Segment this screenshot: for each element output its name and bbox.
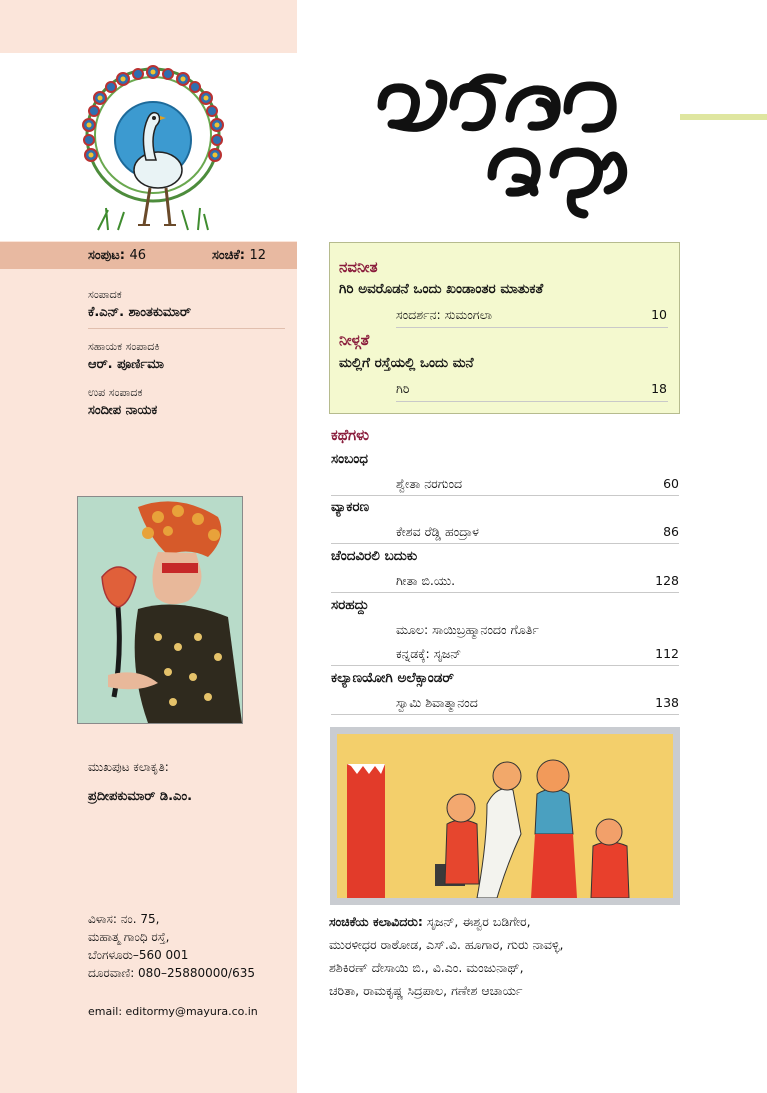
sub-editor-block [88, 386, 157, 418]
story-title[interactable]: ವ್ಯಾಕರಣ [331, 499, 370, 515]
sub-editor-role: ಉಪ ಸಂಪಾದಕ [88, 386, 143, 399]
accent-line [680, 114, 767, 120]
story-author: ಮೂಲ: ಸಾಯಿಬ್ರಹ್ಮಾನಂದಂ ಗೊರ್ತಿ [396, 622, 539, 637]
neelgate-author: ಗಿರಿ [396, 381, 410, 396]
story-title[interactable]: ಸರಹದ್ದು [331, 597, 369, 613]
navaneeta-title[interactable]: ಗಿರಿ ಅವರೊಡನೆ ಒಂದು ಖಂಡಾಂತರ ಮಾತುಕತೆ [339, 281, 544, 297]
story-page: 138 [655, 695, 679, 710]
story-rule [331, 665, 679, 666]
volume-number: 46 [129, 248, 147, 263]
story-title[interactable]: ಕಲ್ಯಾಣಯೋಗಿ ಅಲೆಕ್ಸಾಂಡರ್ [331, 670, 454, 686]
cover-credit-name: ಪ್ರದೀಪಕುಮಾರ್ ಡಿ.ಎಂ. [88, 789, 193, 804]
navaneeta-rule [396, 327, 668, 328]
issue-bar [0, 242, 297, 269]
volume-label: ಸಂಪುಟ: [88, 248, 125, 263]
issue-number: 12 [249, 248, 267, 263]
story-illustration-art [337, 734, 673, 898]
story-rule [331, 543, 679, 544]
artists-line-4: ಚರಿತಾ, ರಾಮಕೃಷ್ಣ ಸಿದ್ರಪಾಲ, ಗಣೇಶ ಆಚಾರ್ಯ [329, 983, 523, 998]
navaneeta-page: 10 [651, 307, 667, 322]
story-author: ಗೀತಾ ಬಿ.ಯು. [396, 573, 456, 588]
story-rule [331, 714, 679, 715]
story-page: 128 [655, 573, 679, 588]
cover-artwork [77, 496, 243, 724]
neelgate-page: 18 [651, 381, 667, 396]
assistant-editor-role: ಸಹಾಯಕ ಸಂಪಾದಕಿ [88, 340, 160, 353]
sub-editor-name: ಸಂದೀಪ ನಾಯಕ [88, 403, 158, 418]
navaneeta-author: ಸಂದರ್ಶನ: ಸುಮಂಗಲಾ [396, 307, 493, 322]
editor-block [88, 288, 191, 320]
address-line-3: ಬೆಂಗಳೂರು–560 001 [88, 948, 189, 962]
cover-artwork-illustration [78, 497, 242, 723]
cover-credit-label: ಮುಖಪುಟ ಕಲಾಕೃತಿ: [88, 760, 169, 774]
peacock-logo [78, 60, 228, 240]
volume-info [88, 248, 146, 263]
story-page: 60 [663, 476, 679, 491]
staff-divider [88, 328, 285, 329]
cover-credit [88, 760, 192, 804]
issue-artists [329, 910, 689, 1002]
magazine-title-logo [372, 66, 632, 226]
artists-line-1 [329, 910, 689, 933]
story-rule [331, 495, 679, 496]
issue-number-label: ಸಂಚಿಕೆ: [212, 248, 245, 263]
neelgate-title[interactable]: ಮಲ್ಲಿಗೆ ರಸ್ತೆಯಲ್ಲಿ ಒಂದು ಮನೆ [339, 355, 474, 371]
artists-names-1: ಸೃಜನ್, ಈಶ್ವರ ಬಡಿಗೇರ, [426, 914, 531, 929]
story-author: ಸ್ವಾಮಿ ಶಿವಾತ್ಮಾನಂದ [396, 695, 478, 710]
story-rule [331, 592, 679, 593]
phone: ದೂರವಾಣಿ: 080–25880000/635 [88, 966, 255, 980]
artists-line-3: ಶಶಿಕಿರಣ್ ದೇಸಾಯಿ ಬಿ., ವಿ.ಎಂ. ಮಂಜುನಾಥ್, [329, 960, 524, 975]
assistant-editor-name: ಆರ್. ಪೂರ್ಣಿಮಾ [88, 357, 165, 372]
neelgate-heading: ನೀಳ್ಗತೆ [339, 331, 370, 349]
story-title[interactable]: ಚೆಂದವಿರಲಿ ಬದುಕು [331, 548, 418, 564]
address-block [88, 910, 255, 982]
email-address: email: editormy@mayura.co.in [88, 1005, 258, 1018]
address-line-1: ವಿಳಾಸ: ನಂ. 75, [88, 912, 160, 926]
assistant-editor-block [88, 340, 164, 372]
stories-heading: ಕಥೆಗಳು [331, 426, 370, 444]
neelgate-rule [396, 401, 668, 402]
address-line-2: ಮಹಾತ್ಮ ಗಾಂಧಿ ರಸ್ತೆ, [88, 930, 170, 944]
editor-name: ಕೆ.ಎನ್. ಶಾಂತಕುಮಾರ್ [88, 305, 191, 320]
editor-role: ಸಂಪಾದಕ [88, 288, 122, 301]
story-author: ಶ್ವೇತಾ ನರಗುಂದ [396, 476, 463, 491]
story-illustration [330, 727, 680, 905]
artists-line-2: ಮುರಳೀಧರ ರಾಠೋಡ, ಎಸ್.ವಿ. ಹೂಗಾರ, ಗುರು ನಾವಳ್ಳಿ, [329, 937, 564, 952]
navaneeta-heading: ನವನೀತ [339, 258, 378, 276]
story-title[interactable]: ಸಂಬಂಧ [331, 451, 368, 467]
issue-number-info [212, 248, 266, 263]
story-author: ಕೇಶವ ರೆಡ್ಡಿ ಹಂದ್ರಾಳ [396, 524, 479, 539]
story-page: 86 [663, 524, 679, 539]
grass [98, 208, 208, 230]
artists-label: ಸಂಚಿಕೆಯ ಕಲಾವಿದರು: [329, 914, 423, 929]
story-translator: ಕನ್ನಡಕ್ಕೆ: ಸೃಜನ್ [396, 646, 462, 661]
story-page: 112 [655, 646, 679, 661]
top-band [0, 0, 297, 53]
